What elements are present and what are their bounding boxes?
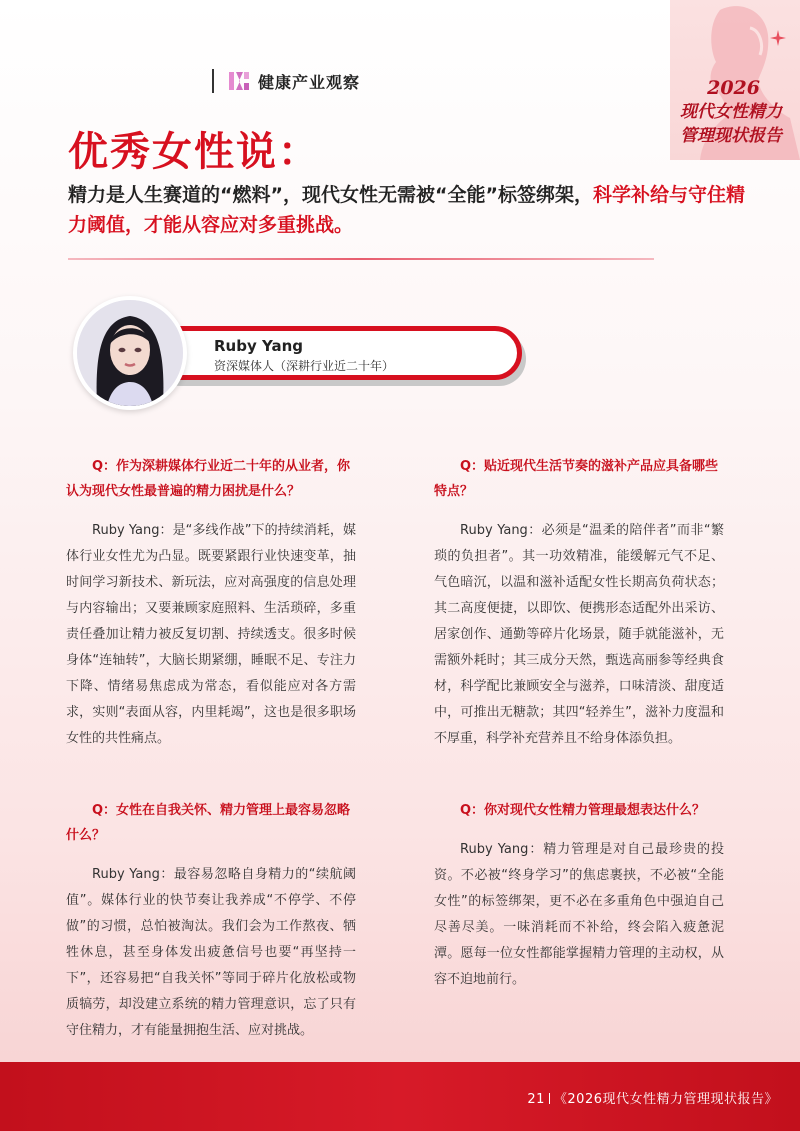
report-title-line2: 现代女性精力 [680, 102, 782, 122]
profile-title: 资深媒体人（深耕行业近二十年） [214, 359, 395, 373]
report-title-line3: 管理现状报告 [680, 126, 782, 146]
question: Q：你对现代女性精力管理最想表达什么？ [460, 803, 706, 818]
question: Q：作为深耕媒体行业近二十年的从业者，你认为现代女性最普遍的精力困扰是什么？ [66, 459, 351, 499]
footer [0, 1062, 800, 1131]
subtitle-text: 精力是人生赛道的“燃料”，现代女性无需被“全能”标签绑架， [68, 184, 593, 206]
profile-name: Ruby Yang [214, 337, 303, 355]
brand-logo-icon [228, 70, 250, 92]
question: Q：贴近现代生活节奏的滋补产品应具备哪些特点？ [434, 459, 719, 499]
qa-block [66, 454, 356, 752]
answer: Ruby Yang：必须是“温柔的陪伴者”而非“繁琐的负担者”。其一功效精准，能缓解元气不足、气色暗沉，以温和滋补适配女性长期高负荷状态；其二高度便捷，以即饮、便携形态适配外出采访、居家创作、通勤等碎片化场景，随手就能滋补，无需额外耗时；其三成分天然，甄选高丽参等经典食材，科学配比兼顾安全与滋养，口味清淡、甜度适中，可推出无糖款；其四“轻养生”，滋补力度温和不厚重，科学补充营养且不给身体添负担。 [434, 523, 724, 746]
answer: Ruby Yang：是“多线作战”下的持续消耗，媒体行业女性尤为凸显。既要紧跟行业快速变革，抽时间学习新技术、新玩法，应对高强度的信息处理与内容输出；又要兼顾家庭照料、生活琐碎，多重责任叠加让精力被反复切割、持续透支。很多时候身体“连轴转”，大脑长期紧绷，睡眠不足、专注力下降、情绪易焦虑成为常态，看似能应对各方需求，实则“表面从容，内里耗竭”，这也是很多职场女性的共性痛点。 [66, 523, 356, 746]
report-year: 2026 [707, 77, 760, 99]
qa-block [434, 798, 724, 993]
answer: Ruby Yang：精力管理是对自己最珍贵的投资。不必被“终身学习”的焦虑裹挟，不必被“全能女性”的标签绑架，更不必在多重角色中强迫自己尽善尽美。一味消耗而不补给，终会陷入疲惫泥潭。愿每一位女性都能掌握精力管理的主动权，从容不迫地前行。 [434, 842, 724, 987]
page-title: 优秀女性说： [68, 129, 320, 175]
portrait-icon [77, 300, 183, 406]
section-label [212, 68, 360, 94]
page-subtitle [68, 180, 748, 240]
question: Q：女性在自我关怀、精力管理上最容易忽略什么？ [66, 803, 351, 843]
footer-text [527, 1088, 778, 1107]
section-label-text: 健康产业观察 [258, 72, 361, 92]
subtitle-highlight: 科学补给与守住精力阈值，才能从容应对多重挑战。 [68, 184, 745, 236]
report-name: 《2026现代女性精力管理现状报告》 [553, 1092, 778, 1107]
footer-separator [549, 1093, 550, 1104]
page-number: 21 [527, 1092, 545, 1107]
answer: Ruby Yang：最容易忽略自身精力的“续航阈值”。媒体行业的快节奏让我养成“不停学、不停做”的习惯，总怕被淘汰。我们会为工作熬夜、牺牲休息，甚至身体发出疲惫信号也要“再坚持一下”，还容易把“自我关怀”等同于碎片化放松或物质犒劳，却没建立系统的精力管理意识，忘了只有守住精力，才有能量拥抱生活、应对挑战。 [66, 867, 356, 1038]
qa-block [66, 798, 356, 1044]
avatar [73, 296, 187, 410]
qa-block [434, 454, 724, 752]
report-title [632, 76, 782, 148]
section-divider [212, 69, 214, 93]
title-divider [68, 258, 654, 260]
sparkle-icon [770, 30, 786, 46]
